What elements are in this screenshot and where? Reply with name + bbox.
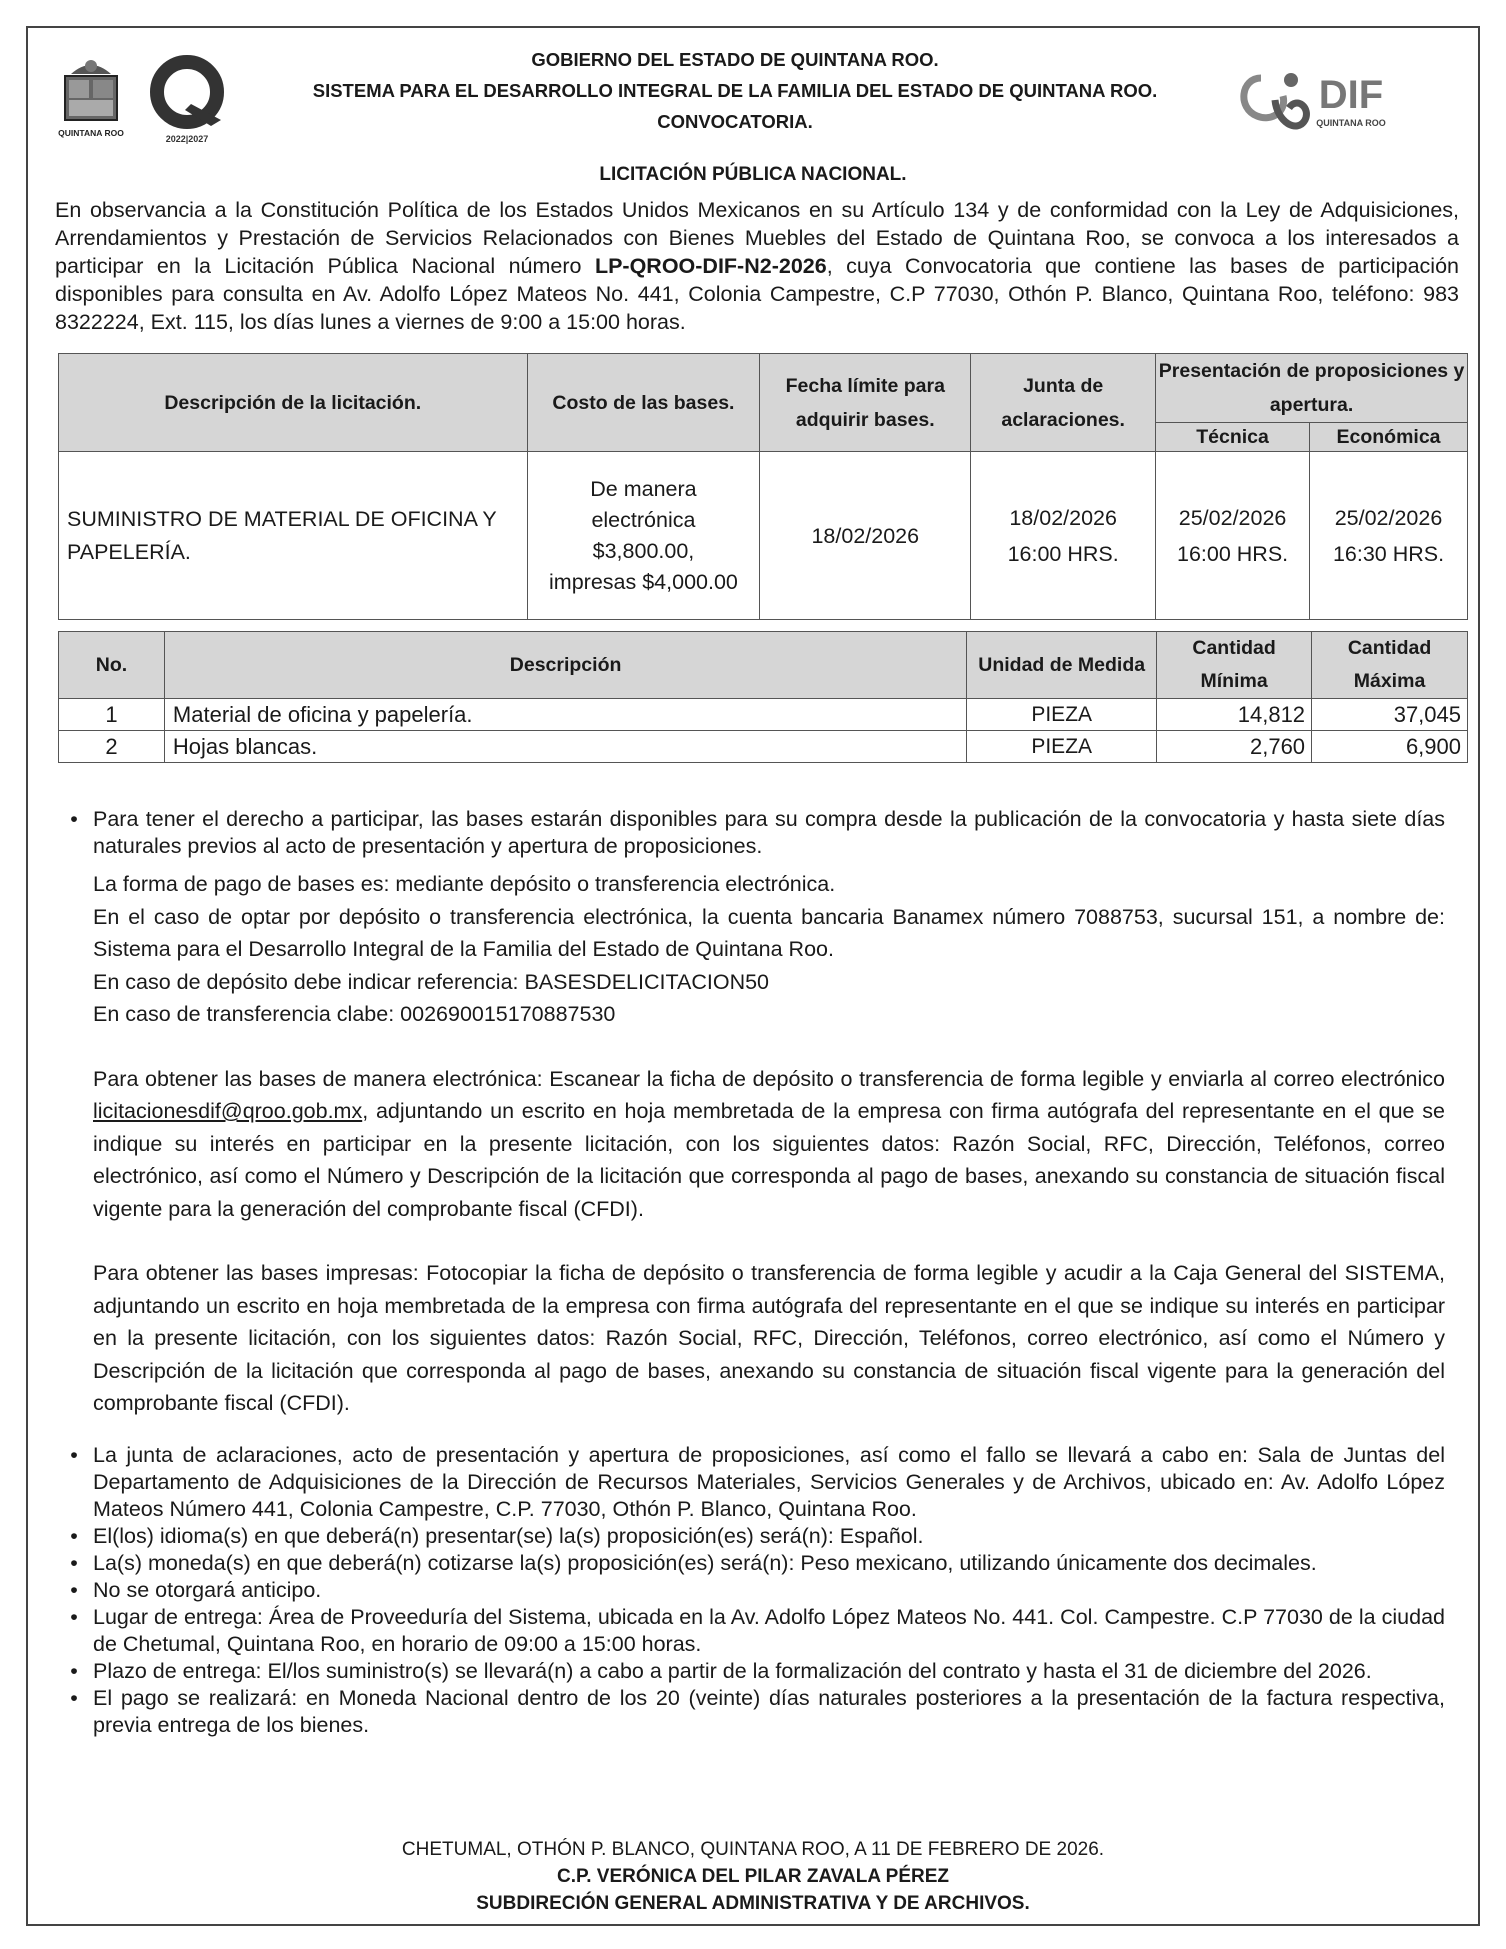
bullet-icon: • (70, 1685, 78, 1710)
item-no: 1 (59, 699, 165, 731)
intro-paragraph: En observancia a la Constitución Política de los Estados Unidos Mexicanos en su Artículo 134 y de conformidad con la Ley de Adquisiciones, Arrendamientos y Prestación de Servicios Relacionados con Bienes Muebles del Estado de Quintana Roo, se convoca a los interesados a participar en la Licitación Pública Nacional número LP-QROO-DIF-N2-2026, cuya Convocatoria que contiene las bases de participación disponibles para consulta en Av. Adolfo López Mateos No. 441, Colonia Campestre, C.P 77030, Othón P. Blanco, Quintana Roo, teléfono: 983 8322224, Ext. 115, los días lunes a viernes de 9:00 a 15:00 horas. (55, 198, 1460, 334)
bullet-icon: • (70, 1523, 78, 1548)
header-line-1: GOBIERNO DEL ESTADO DE QUINTANA ROO. (531, 49, 939, 70)
th-fecha: Fecha límite para adquirir bases. (760, 354, 971, 452)
header-line-3: CONVOCATORIA. (657, 111, 813, 132)
item-unidad: PIEZA (967, 699, 1157, 731)
th-tecnica: Técnica (1156, 423, 1310, 452)
dif-logo (1231, 60, 1407, 144)
printed-bases-paragraph: Para obtener las bases impresas: Fotocopiar la ficha de depósito o transferencia de forma legible y acudir a la Caja General del SISTEMA, adjuntando un escrito en hoja membretada de la empresa con firma autógrafa del representante en el que se indique su interés en participar en la presente licitación, con los siguientes datos: Razón Social, RFC, Dirección, Teléfonos, correo electrónico, así como el Número y Descripción de la licitación que corresponda al pago de bases, anexando su constancia de situación fiscal vigente para la generación del comprobante fiscal (CFDI). (93, 1261, 1445, 1415)
electronic-bases-paragraph: Para obtener las bases de manera electrónica: Escanear la ficha de depósito o transferencia de forma legible y enviarla al correo electrónico licitacionesdif@qroo.gob.mx, adjuntando un escrito en hoja membretada de la empresa con firma autógrafa del representante en el que se indique su interés en participar en la presente licitación, con los siguientes datos: Razón Social, RFC, Dirección, Teléfonos, correo electrónico, así como el Número y Descripción de la licitación que corresponda al pago de bases, anexando su constancia de situación fiscal vigente para la generación del comprobante fiscal (CFDI). (93, 1066, 1445, 1221)
item-minima: 2,760 (1157, 731, 1312, 763)
item-maxima: 37,045 (1312, 699, 1468, 731)
bullet-icon: • (70, 1550, 78, 1575)
th-economica: Económica (1310, 423, 1468, 452)
place-date: CHETUMAL, OTHÓN P. BLANCO, QUINTANA ROO, A 11 DE FEBRERO DE 2026. (401, 1839, 1105, 1860)
item-descripcion: Material de oficina y papelería. (164, 699, 966, 731)
state-coat-of-arms-logo (57, 52, 125, 142)
bullet-icon: • (70, 1604, 78, 1629)
tender-schedule-table (58, 353, 1468, 620)
cell-economica: 25/02/2026 16:30 HRS. (1310, 452, 1468, 620)
bullet-icon: • (70, 807, 78, 831)
list-item: • El pago se realizará: en Moneda Nacional dentro de los 20 (veinte) días naturales posteriores a la presentación de la factura respectiva, previa entrega de los bienes. (55, 1685, 1445, 1739)
svg-text:QUINTANA ROO: QUINTANA ROO (58, 128, 124, 138)
header-line-2: SISTEMA PARA EL DESARROLLO INTEGRAL DE LA FAMILIA DEL ESTADO DE QUINTANA ROO. (312, 80, 1158, 101)
table-row (59, 699, 1468, 731)
deposit-reference: En caso de depósito debe indicar referencia: BASESDELICITACION50 (93, 969, 770, 994)
list-item: • La(s) moneda(s) en que deberá(n) cotizarse la(s) proposición(es) será(n): Peso mexicano, utilizando únicamente dos decimales. (55, 1550, 1445, 1577)
bullet-list (55, 1442, 1445, 1739)
th-descripcion: Descripción de la licitación. (59, 354, 528, 452)
signer-position: SUBDIRECIÓN GENERAL ADMINISTRATIVA Y DE ARCHIVOS. (476, 1893, 1030, 1914)
cell-fecha: 18/02/2026 (760, 452, 971, 620)
list-item: • Para tener el derecho a participar, las bases estarán disponibles para su compra desde la publicación de la convocatoria y hasta siete días naturales previos al acto de presentación y apertura de proposiciones. (55, 806, 1445, 860)
th-no: No. (59, 632, 165, 699)
email-link[interactable]: licitacionesdif@qroo.gob.mx (93, 1099, 363, 1123)
th-maxima: Cantidad Máxima (1312, 632, 1468, 699)
th-unidad: Unidad de Medida (967, 632, 1157, 699)
th-junta: Junta de aclaraciones. (971, 354, 1156, 452)
conditions-section (55, 806, 1445, 1739)
list-item: • Plazo de entrega: El/los suministro(s) se llevará(n) a cabo a partir de la formalización del contrato y hasta el 31 de diciembre del 2026. (55, 1658, 1445, 1685)
list-item: • No se otorgará anticipo. (55, 1577, 1445, 1604)
bullet-icon: • (70, 1442, 78, 1467)
th-item-descripcion: Descripción (164, 632, 966, 699)
signature-block (55, 1836, 1451, 1917)
item-descripcion: Hojas blancas. (164, 731, 966, 763)
cell-costo: De manera electrónica $3,800.00, impresas $4,000.00 (527, 452, 760, 620)
item-unidad: PIEZA (967, 731, 1157, 763)
bullet-icon: • (70, 1577, 78, 1602)
tender-number: LP-QROO-DIF-N2-2026 (594, 254, 827, 278)
item-maxima: 6,900 (1312, 731, 1468, 763)
signer-name: C.P. VERÓNICA DEL PILAR ZAVALA PÉREZ (556, 1866, 949, 1887)
item-no: 2 (59, 731, 165, 763)
cell-descripcion: SUMINISTRO DE MATERIAL DE OFICINA Y PAPELERÍA. (59, 452, 528, 620)
list-item: • Lugar de entrega: Área de Proveeduría del Sistema, ubicada en la Av. Adolfo López Mateos No. 441. Col. Campestre. C.P 77030 de la ciudad de Chetumal, Quintana Roo, en horario de 09:00 a 15:00 horas. (55, 1604, 1445, 1658)
header (55, 40, 1451, 160)
th-presentacion: Presentación de proposiciones y apertura. (1156, 354, 1468, 423)
bullet-icon: • (70, 1658, 78, 1683)
payment-method: La forma de pago de bases es: mediante depósito o transferencia electrónica. (93, 872, 836, 896)
transfer-clabe: En caso de transferencia clabe: 002690015170887530 (93, 1002, 616, 1026)
svg-text:QUINTANA ROO: QUINTANA ROO (1316, 118, 1386, 128)
th-costo: Costo de las bases. (527, 354, 760, 452)
th-minima: Cantidad Mínima (1157, 632, 1312, 699)
item-minima: 14,812 (1157, 699, 1312, 731)
cell-tecnica: 25/02/2026 16:00 HRS. (1156, 452, 1310, 620)
bank-account: En el caso de optar por depósito o transferencia electrónica, la cuenta bancaria Banamex número 7088753, sucursal 151, a nombre de: Sistema para el Desarrollo Integral de la Familia del Estado de Quintana Roo. (93, 904, 1445, 961)
page-title: LICITACIÓN PÚBLICA NACIONAL. (599, 164, 907, 185)
list-item: • El(los) idioma(s) en que deberá(n) presentar(se) la(s) proposición(es) será(n): Español. (55, 1523, 1445, 1550)
cell-junta: 18/02/2026 16:00 HRS. (971, 452, 1156, 620)
table-row (59, 731, 1468, 763)
items-table (58, 631, 1468, 763)
list-item: • La junta de aclaraciones, acto de presentación y apertura de proposiciones, así como el fallo se llevará a cabo en: Sala de Juntas del Departamento de Adquisiciones de la Dirección de Recursos Materiales, Servicios Generales y de Archivos, ubicado en: Av. Adolfo López Mateos Número 441, Colonia Campestre, C.P. 77030, Othón P. Blanco, Quintana Roo. (55, 1442, 1445, 1523)
svg-text:2022|2027: 2022|2027 (165, 134, 209, 144)
svg-text:DIF: DIF (1318, 73, 1384, 117)
